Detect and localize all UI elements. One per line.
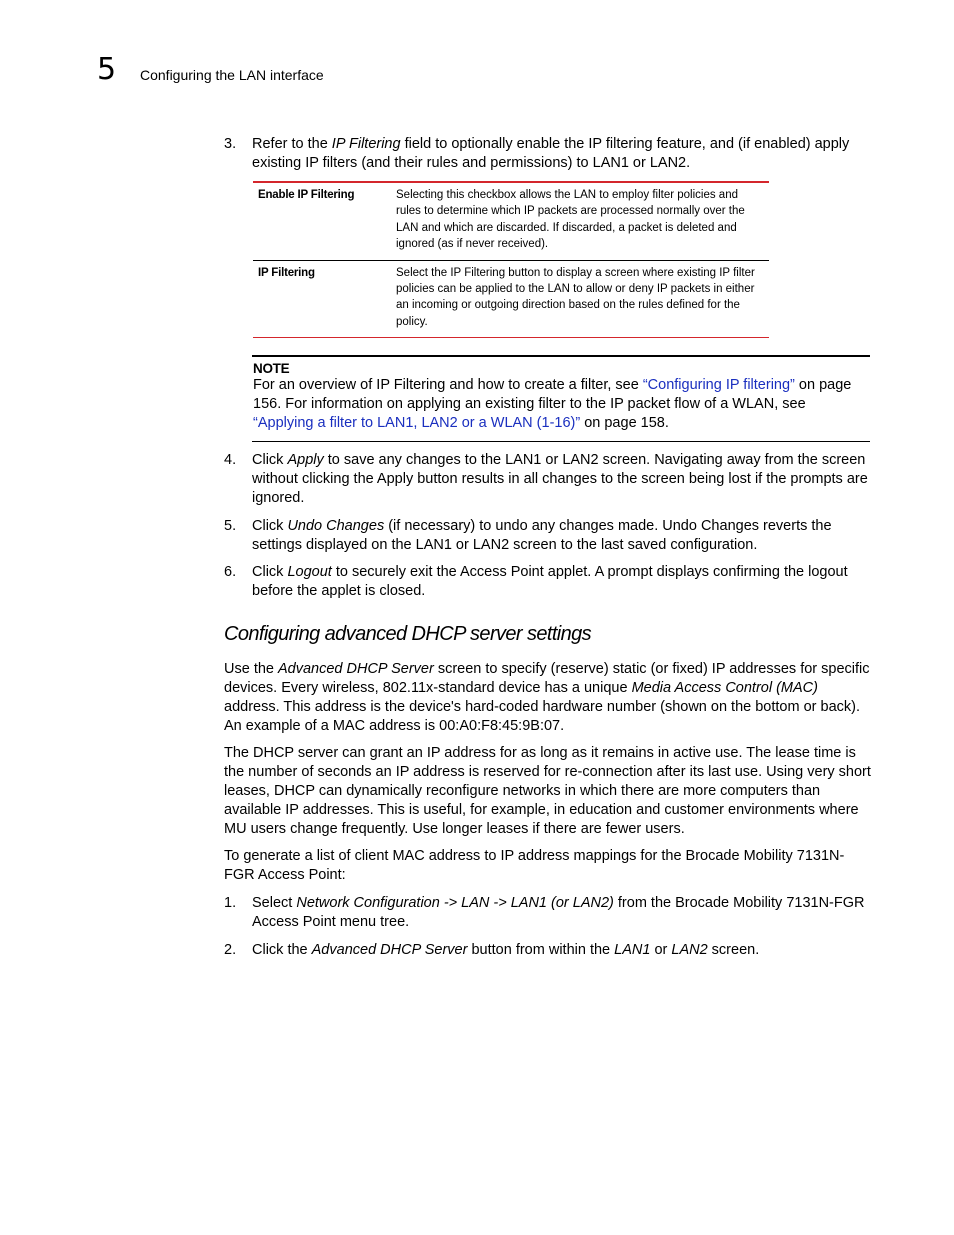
step-3-number: 3. <box>224 136 237 152</box>
step-5-italic: Undo Changes <box>287 518 385 534</box>
step-4-text <box>252 451 872 508</box>
chapter-title: Configuring the LAN interface <box>140 67 324 83</box>
note-text-a: For an overview of IP Filtering and how to create a filter, see <box>253 377 643 393</box>
dhcp-step-2-text <box>252 941 872 960</box>
step-3-text <box>252 135 872 173</box>
step-6-text-a: Click <box>252 564 288 580</box>
note-text <box>253 376 865 433</box>
step-4-number: 4. <box>224 452 237 468</box>
section-heading: Configuring advanced DHCP server settings <box>224 623 592 645</box>
field-description: Selecting this checkbox allows the LAN to employ filter policies and rules to determine which IP packets are processed normally over the LAN and which are discarded. If discarded, a packet is deleted and ignored (as if never received). <box>392 182 769 260</box>
para-1-text-c: address. This address is the device's hard-coded hardware number (shown on the bottom or back). An example of a MAC address is 00:A0:F8:45:9B:07. <box>224 699 860 734</box>
para-1-text-b: screen to specify (reserve) static (or fixed) IP addresses for specific devices. Every wireless, 802.11x-standard device has a unique <box>224 661 870 696</box>
field-description: Select the IP Filtering button to display a screen where existing IP filter policies can be applied to the LAN to allow or deny IP packets in either an incoming or outgoing direction based on the rules defined for the policy. <box>392 260 769 338</box>
dhcp-step-2-number: 2. <box>224 942 237 958</box>
step-3-text-a: Refer to the <box>252 136 332 152</box>
para-1-italic-b: Media Access Control (MAC) <box>631 680 818 696</box>
step-4-text-b: to save any changes to the LAN1 or LAN2 screen. Navigating away from the screen without clicking the Apply button results in all changes to the screen being lost if the prompts are ignored. <box>252 452 868 506</box>
field-description-table <box>253 181 769 338</box>
step-4-text-a: Click <box>252 452 288 468</box>
dhcp-step-1-text-a: Select <box>252 895 297 911</box>
dhcp-step-1-text-b: from the Brocade Mobility 7131N-FGR Access Point menu tree. <box>252 895 865 930</box>
note-text-b: on page 156. For information on applying an existing filter to the IP packet flow of a WLAN, see <box>253 377 852 412</box>
paragraph-lease-time: The DHCP server can grant an IP address for as long as it remains in active use. The lease time is the number of seconds an IP address is reserved for re-connection after its last use. Using very short leases, DHCP can dynamically reconfigure networks in which there are more computers than available IP addresses. This is useful, for example, in education and customer environments where MU users change frequently. Use longer leases if there are fewer users. <box>224 745 871 837</box>
dhcp-step-1-italic: Network Configuration -> LAN -> LAN1 (or LAN2) <box>296 895 614 911</box>
step-5-text-b: (if necessary) to undo any changes made. Undo Changes reverts the settings displayed on the LAN1 or LAN2 screen to the last saved configuration. <box>252 518 832 553</box>
step-6-text-b: to securely exit the Access Point applet. A prompt displays confirming the logout before the applet is closed. <box>252 564 848 599</box>
step-6-italic: Logout <box>287 564 332 580</box>
dhcp-step-2-text-c: or <box>650 942 672 958</box>
dhcp-step-2-italic-a: Advanced DHCP Server <box>311 942 468 958</box>
paragraph-advanced-dhcp <box>224 660 872 736</box>
dhcp-step-2-italic-c: LAN2 <box>671 942 708 958</box>
dhcp-step-2-italic-b: LAN1 <box>614 942 651 958</box>
dhcp-step-2-text-d: screen. <box>707 942 760 958</box>
step-5-number: 5. <box>224 518 237 534</box>
para-1-italic-a: Advanced DHCP Server <box>278 661 434 677</box>
step-4-italic: Apply <box>287 452 324 468</box>
field-name: IP Filtering <box>253 260 392 338</box>
chapter-number: 5 <box>97 52 117 87</box>
step-3-text-b: field to optionally enable the IP filtering feature, and (if enabled) apply existing IP filters (and their rules and permissions) to LAN1 or LAN2. <box>252 136 850 171</box>
step-6-text <box>252 563 872 601</box>
step-5-text <box>252 517 872 555</box>
table-row <box>253 260 769 338</box>
configuring-ip-filtering-link[interactable]: “Configuring IP filtering” <box>642 377 795 393</box>
step-6-number: 6. <box>224 564 237 580</box>
paragraph-generate-list: To generate a list of client MAC address to IP address mappings for the Brocade Mobility 7131N-FGR Access Point: <box>224 848 845 883</box>
step-5-text-a: Click <box>252 518 288 534</box>
applying-filter-link[interactable]: “Applying a filter to LAN1, LAN2 or a WLAN (1-16)” <box>253 415 581 431</box>
para-1-text-a: Use the <box>224 661 278 677</box>
note-text-c: on page 158. <box>580 415 669 431</box>
dhcp-step-2-text-b: button from within the <box>467 942 615 958</box>
dhcp-step-2-text-a: Click the <box>252 942 312 958</box>
table-row <box>253 182 769 260</box>
dhcp-step-1-text <box>252 894 872 932</box>
step-3-italic: IP Filtering <box>331 136 401 152</box>
note-label: NOTE <box>253 361 290 376</box>
dhcp-step-1-number: 1. <box>224 895 237 911</box>
field-name: Enable IP Filtering <box>253 182 392 260</box>
